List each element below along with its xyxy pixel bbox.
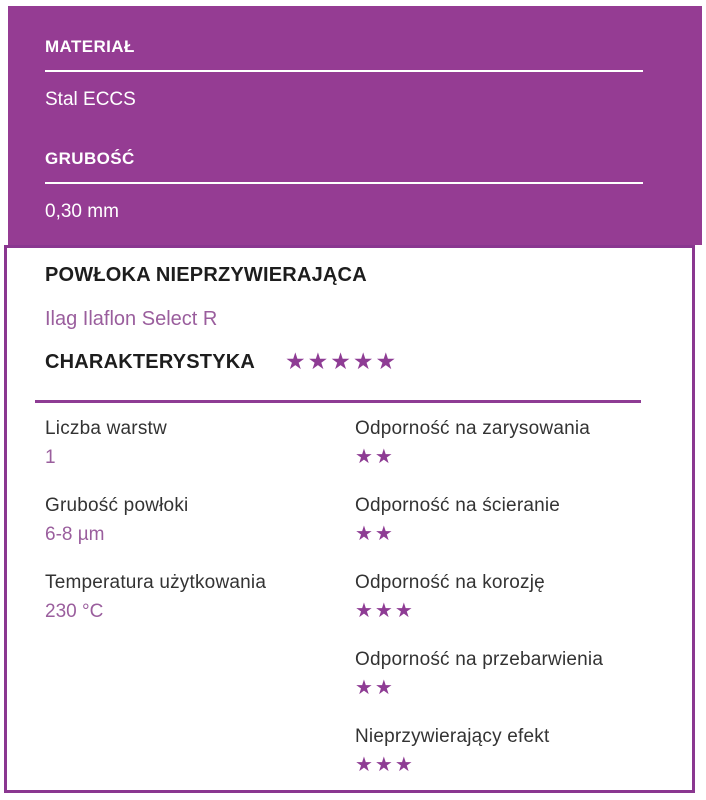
property-rating-stars: ★★ [355,446,395,468]
thickness-divider [45,182,643,184]
property-rating-stars: ★★ [355,523,395,545]
property-row-usage-temperature [45,573,355,621]
property-row-coating-thickness [45,496,355,544]
characteristics-rating-stars: ★★★★★ [285,348,399,374]
property-label: Odporność na przebarwienia [355,649,604,670]
property-label: Odporność na zarysowania [355,418,591,439]
property-row-scratch-resistance [355,419,672,467]
property-rating-stars: ★★ [355,677,395,699]
property-row-corrosion-resistance [355,573,672,621]
property-rating-stars: ★★★ [355,600,415,622]
material-value: Stal ECCS [45,89,136,110]
material-header-panel [8,6,702,245]
property-value: 6-8 µm [45,524,105,545]
property-value: 1 [45,447,56,468]
coating-section-title: POWŁOKA NIEPRZYWIERAJĄCA [45,264,367,286]
property-row-abrasion-resistance [355,496,672,544]
material-label: MATERIAŁ [45,37,135,56]
characteristics-title: CHARAKTERYSTYKA [45,350,256,373]
characteristics-row [45,350,672,373]
property-label: Odporność na korozję [355,572,545,593]
material-field [45,38,702,109]
property-label: Temperatura użytkowania [45,572,267,593]
thickness-label: GRUBOŚĆ [45,149,135,168]
property-value: 230 °C [45,601,104,622]
coating-card [4,245,695,793]
properties-grid [45,419,672,793]
coating-product-name: Ilag Ilaflon Select R [45,308,218,330]
thickness-value: 0,30 mm [45,201,119,222]
property-row-discoloration-resistance [355,650,672,698]
properties-right-column [355,419,672,793]
property-row-nonstick-effect [355,727,672,775]
property-label: Liczba warstw [45,418,167,439]
thickness-field [45,150,702,221]
property-row-layers [45,419,355,467]
characteristics-divider [35,400,641,403]
properties-left-column [45,419,355,793]
property-label: Grubość powłoki [45,495,189,516]
property-rating-stars: ★★★ [355,754,415,776]
property-label: Odporność na ścieranie [355,495,561,516]
property-label: Nieprzywierający efekt [355,726,550,747]
material-divider [45,70,643,72]
